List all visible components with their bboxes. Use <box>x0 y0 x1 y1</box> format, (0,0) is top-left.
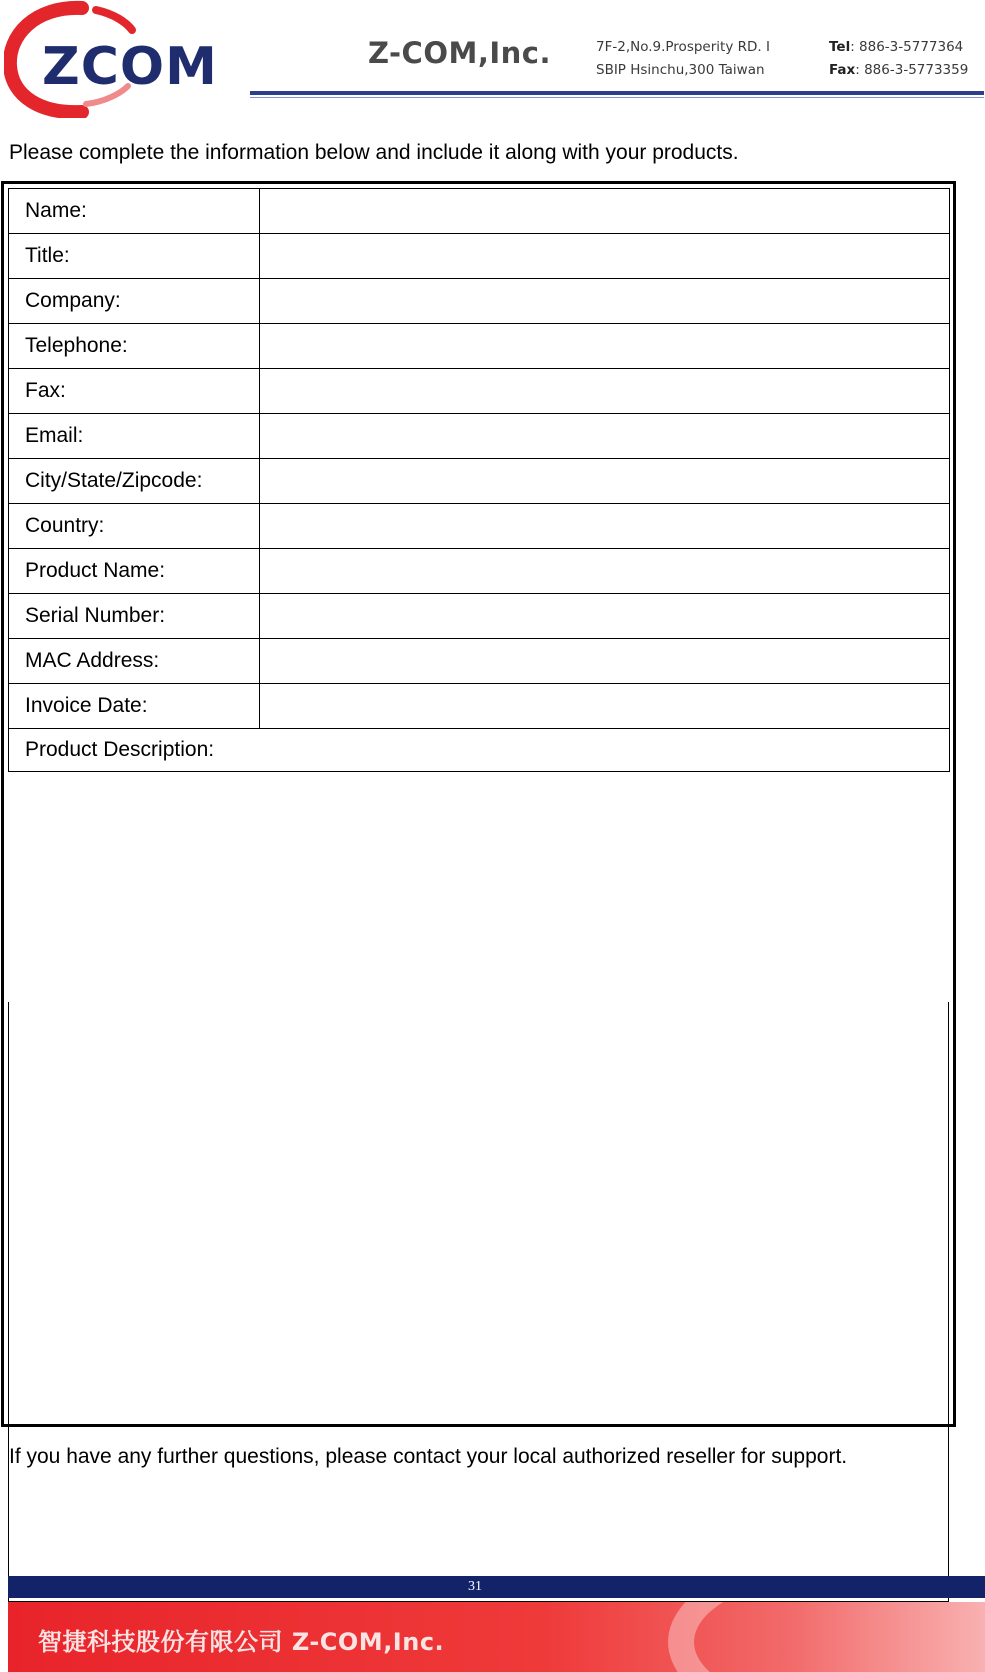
form-row <box>9 639 950 684</box>
field-label: Product Name: <box>9 549 260 594</box>
product-description-field[interactable] <box>8 1002 949 1602</box>
form-fields-table <box>8 188 950 772</box>
field-value[interactable] <box>260 369 950 414</box>
field-label: MAC Address: <box>9 639 260 684</box>
letterhead <box>0 0 985 118</box>
form-row <box>9 504 950 549</box>
fax-line: Fax: 886-3-5773359 <box>829 62 969 78</box>
brand-banner-text: 智捷科技股份有限公司 Z-COM,Inc. <box>38 1628 445 1656</box>
field-label: Serial Number: <box>9 594 260 639</box>
company-contact <box>829 36 968 82</box>
support-note: If you have any further questions, please contact your local authorized reseller for support. <box>9 1445 848 1468</box>
field-label: Fax: <box>9 369 260 414</box>
field-label: Invoice Date: <box>9 684 260 729</box>
header-divider-thin <box>250 97 984 98</box>
form-row <box>9 234 950 279</box>
address-line-2: SBIP Hsinchu,300 Taiwan <box>596 62 765 78</box>
form-row <box>9 369 950 414</box>
company-address <box>596 36 770 82</box>
form-row <box>9 459 950 504</box>
brand-banner <box>8 1602 985 1672</box>
description-row <box>9 729 950 772</box>
swoosh-graphic <box>668 1602 985 1672</box>
telephone-line: Tel: 886-3-5777364 <box>829 39 964 55</box>
form-instructions: Please complete the information below and include it along with your products. <box>9 141 739 164</box>
registration-form <box>1 181 956 1427</box>
form-row <box>9 324 950 369</box>
address-line-1: 7F-2,No.9.Prosperity RD. I <box>596 39 770 55</box>
form-row <box>9 684 950 729</box>
zcom-logo <box>4 0 254 118</box>
field-label: City/State/Zipcode: <box>9 459 260 504</box>
field-value[interactable] <box>260 639 950 684</box>
form-row <box>9 279 950 324</box>
field-value[interactable] <box>260 594 950 639</box>
field-value[interactable] <box>260 279 950 324</box>
field-label: Company: <box>9 279 260 324</box>
field-value[interactable] <box>260 459 950 504</box>
form-row <box>9 594 950 639</box>
form-row <box>9 414 950 459</box>
product-description-label: Product Description: <box>9 729 950 772</box>
field-value[interactable] <box>260 504 950 549</box>
svg-text:ZCOM: ZCOM <box>42 37 218 97</box>
field-label: Country: <box>9 504 260 549</box>
company-name: Z-COM,Inc. <box>368 36 552 70</box>
header-divider <box>250 91 984 95</box>
form-row <box>9 189 950 234</box>
field-label: Title: <box>9 234 260 279</box>
field-value[interactable] <box>260 189 950 234</box>
field-value[interactable] <box>260 324 950 369</box>
footer-bar <box>8 1576 985 1598</box>
field-label: Name: <box>9 189 260 234</box>
page-number: 31 <box>468 1579 482 1594</box>
field-value[interactable] <box>260 684 950 729</box>
field-value[interactable] <box>260 549 950 594</box>
field-value[interactable] <box>260 414 950 459</box>
field-label: Telephone: <box>9 324 260 369</box>
field-value[interactable] <box>260 234 950 279</box>
field-label: Email: <box>9 414 260 459</box>
form-row <box>9 549 950 594</box>
